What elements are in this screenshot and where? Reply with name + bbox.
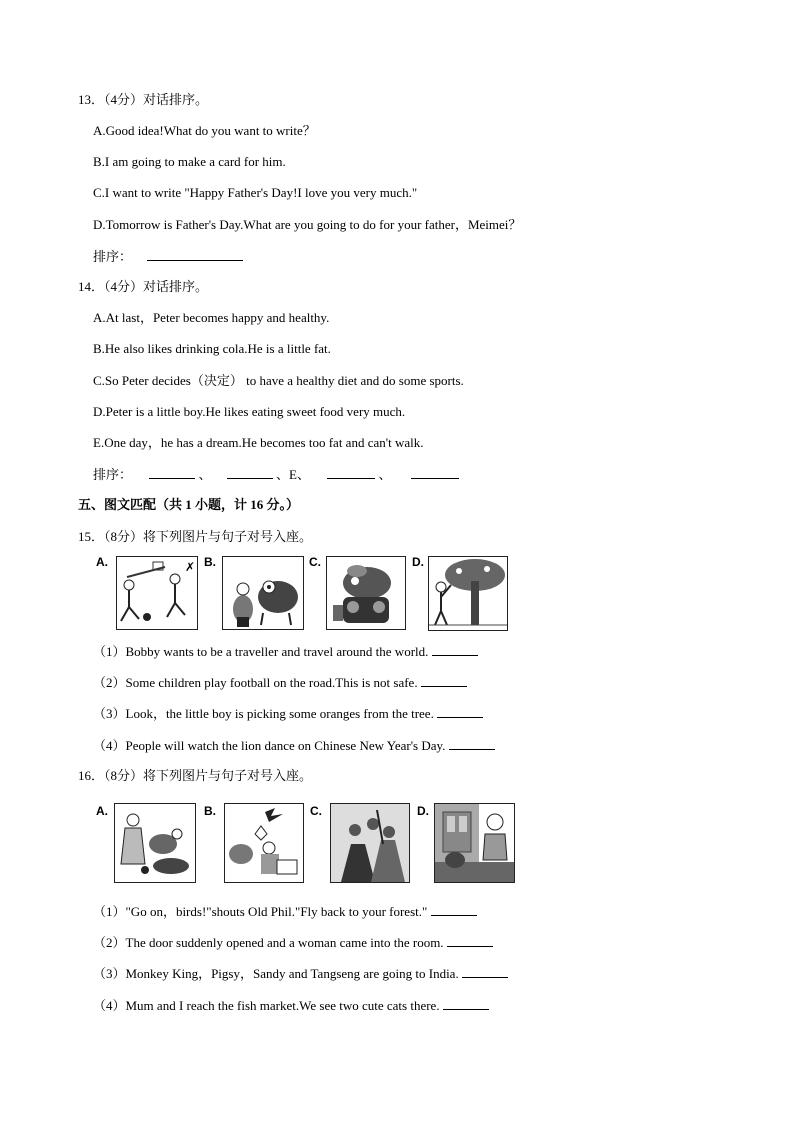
q13-option-a: A.Good idea!What do you want to write？ [93, 123, 316, 138]
q14-option-d: D.Peter is a little boy.He likes eating sweet food very much. [93, 404, 406, 419]
q15-picture-label-c: C. [309, 555, 321, 569]
q14-separator-1: 、 [198, 467, 212, 482]
q16-answer-blank-4[interactable] [443, 997, 489, 1010]
q16-answer-blank-3[interactable] [462, 965, 508, 978]
q15-answer-blank-4[interactable] [449, 737, 495, 750]
q15-picture-b-lion-dance [222, 556, 304, 630]
q13-stem: 13．（4分）对话排序。 [78, 92, 209, 107]
q13-answer-label: 排序： [93, 249, 133, 264]
q15-picture-c-traveller [326, 556, 406, 630]
q13-option-d: D.Tomorrow is Father's Day.What are you going to do for your father，Meimei？ [93, 217, 522, 232]
q13-answer-blank[interactable] [147, 248, 243, 261]
q15-picture-label-b: B. [204, 555, 216, 569]
q14-answer-blank-1[interactable] [149, 466, 195, 479]
q16-sentence-2-text: （2）The door suddenly opened and a woman came into the room. [93, 935, 444, 950]
q15-answer-blank-2[interactable] [421, 674, 467, 687]
q14-answer-blank-4[interactable] [411, 466, 459, 479]
q15-sentence-3 [93, 705, 483, 722]
q14-stem: 14．（4分）对话排序。 [78, 279, 209, 294]
q16-stem: 16．（8分）将下列图片与句子对号入座。 [78, 768, 313, 783]
q14-separator-3: 、 [378, 467, 392, 482]
q15-sentence-1 [93, 643, 478, 660]
q14-answer-row [93, 466, 459, 483]
q15-picture-label-d: D. [412, 555, 424, 569]
q16-picture-label-b: B. [204, 804, 216, 818]
q16-sentence-1-text: （1）"Go on，birds!"shouts Old Phil."Fly back to your forest." [93, 904, 428, 919]
q13-answer-row [93, 248, 243, 265]
q15-sentence-4-text: （4）People will watch the lion dance on Chinese New Year's Day. [93, 738, 446, 753]
q16-answer-blank-2[interactable] [447, 934, 493, 947]
q15-sentence-4 [93, 737, 495, 754]
q14-option-b: B.He also likes drinking cola.He is a little fat. [93, 341, 331, 356]
q16-picture-label-d: D. [417, 804, 429, 818]
q15-sentence-1-text: （1）Bobby wants to be a traveller and travel around the world. [93, 644, 429, 659]
svg-text:✗: ✗ [185, 560, 196, 574]
q14-option-e: E.One day，he has a dream.He becomes too fat and can't walk. [93, 435, 424, 450]
q15-picture-d-orange-tree [428, 556, 508, 631]
q13-option-b: B.I am going to make a card for him. [93, 154, 286, 169]
section-heading: 五、图文匹配（共 1 小题，计 16 分。） [78, 497, 300, 512]
q16-picture-label-a: A. [96, 804, 108, 818]
q16-picture-d-woman-at-door [434, 803, 515, 883]
q15-sentence-3-text: （3）Look，the little boy is picking some oranges from the tree. [93, 706, 434, 721]
q16-answer-blank-1[interactable] [431, 903, 477, 916]
q16-sentence-1 [93, 903, 477, 920]
q16-picture-c-journey-to-west [330, 803, 410, 883]
q15-sentence-2-text: （2）Some children play football on the road.This is not safe. [93, 675, 418, 690]
q16-sentence-3 [93, 965, 508, 982]
q15-answer-blank-1[interactable] [432, 643, 478, 656]
q15-sentence-2 [93, 674, 467, 691]
q16-picture-label-c: C. [310, 804, 322, 818]
q15-stem: 15．（8分）将下列图片与句子对号入座。 [78, 529, 313, 544]
q13-option-c: C.I want to write "Happy Father's Day!I love you very much." [93, 185, 418, 200]
q15-picture-a-football-kids [116, 556, 198, 630]
q15-picture-label-a: A. [96, 555, 108, 569]
q14-option-c: C.So Peter decides（决定） to have a healthy diet and do some sports. [93, 373, 464, 388]
q14-answer-blank-2[interactable] [227, 466, 273, 479]
q16-sentence-4-text: （4）Mum and I reach the fish market.We see two cute cats there. [93, 998, 440, 1013]
q15-answer-blank-3[interactable] [437, 705, 483, 718]
q14-option-a: A.At last，Peter becomes happy and healthy. [93, 310, 330, 325]
q16-picture-a-fish-market [114, 803, 196, 883]
q16-sentence-2 [93, 934, 493, 951]
q14-answer-label: 排序： [93, 467, 133, 482]
q14-separator-2: 、E、 [276, 467, 310, 482]
q16-picture-b-old-phil-birds [224, 803, 304, 883]
q14-answer-blank-3[interactable] [327, 466, 375, 479]
q16-sentence-3-text: （3）Monkey King，Pigsy，Sandy and Tangseng are going to India. [93, 966, 459, 981]
q16-sentence-4 [93, 997, 489, 1014]
